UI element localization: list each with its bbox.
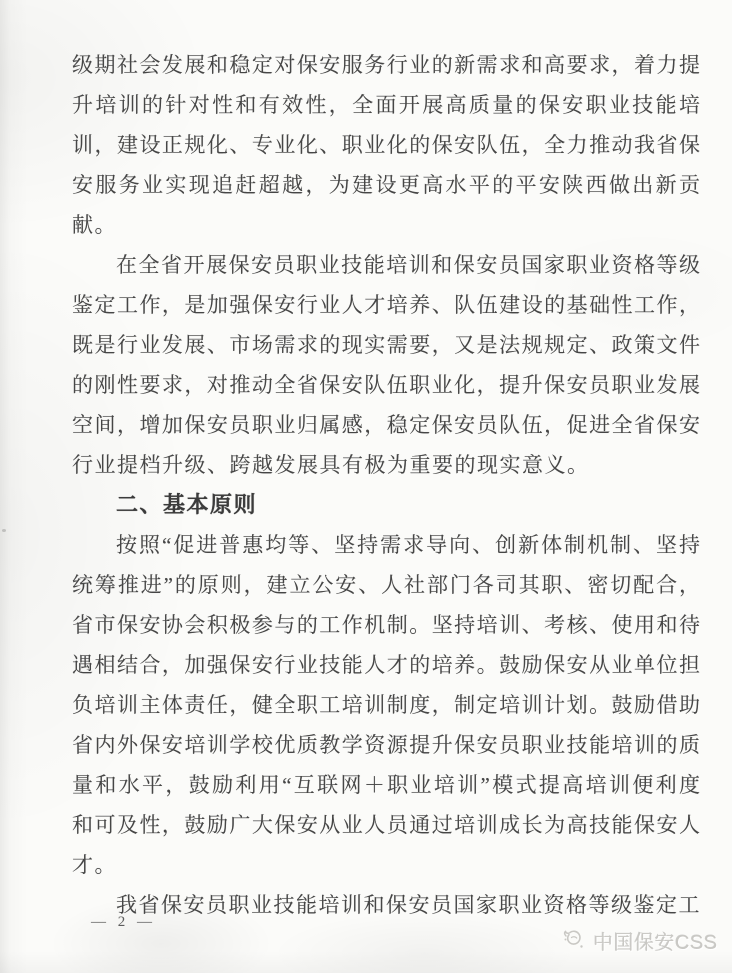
document-line: 和可及性，鼓励广大保安从业人员通过培训成长为高技能保安人 [72,813,700,837]
document-line: 既是行业发展、市场需求的现实需要，又是法规规定、政策文件 [72,333,700,357]
document-line: 在全省开展保安员职业技能培训和保安员国家职业资格等级 [116,253,700,277]
document-line: 训，建设正规化、专业化、职业化的保安队伍，全力推动我省保 [72,133,700,157]
document-line: 鉴定工作，是加强保安行业人才培养、队伍建设的基础性工作， [72,293,700,317]
document-line: 才。 [72,853,117,877]
document-line: 省内外保安培训学校优质教学资源提升保安员职业技能培训的质 [72,733,700,757]
china-security-logo-icon [561,927,588,954]
document-body [72,45,700,925]
document-line: 升培训的针对性和有效性，全面开展高质量的保安职业技能培 [72,93,700,117]
document-line: 量和水平，鼓励利用“互联网＋职业培训”模式提高培训便利度 [72,773,700,797]
scan-speck [2,529,6,532]
watermark-label: 中国保安CSS [593,932,718,954]
document-line: 的刚性要求，对推动全省保安队伍职业化，提升保安员职业发展 [72,373,700,397]
document-line: 遇相结合，加强保安行业技能人才的培养。鼓励保安从业单位担 [72,653,700,677]
document-line: 行业提档升级、跨越发展具有极为重要的现实意义。 [72,453,590,477]
document-line: 安服务业实现追赶超越，为建设更高水平的平安陕西做出新贡 [72,173,700,197]
document-line: 统筹推进”的原则，建立公安、人社部门各司其职、密切配合， [72,573,700,597]
document-line: 按照“促进普惠均等、坚持需求导向、创新体制机制、坚持 [116,533,700,557]
document-line: 献。 [72,213,117,237]
section-heading: 二、基本原则 [116,492,258,517]
document-line: 我省保安员职业技能培训和保安员国家职业资格等级鉴定工 [116,893,701,917]
document-line: 空间，增加保安员职业归属感，稳定保安员队伍，促进全省保安 [72,413,700,437]
page-number: — 2 — [91,914,156,930]
document-line: 省市保安协会积极参与的工作机制。坚持培训、考核、使用和待 [72,613,700,637]
watermark [561,926,718,955]
document-line: 负培训主体责任，健全职工培训制度，制定培训计划。鼓励借助 [72,693,700,717]
document-line: 级期社会发展和稳定对保安服务行业的新需求和高要求，着力提 [72,53,700,77]
